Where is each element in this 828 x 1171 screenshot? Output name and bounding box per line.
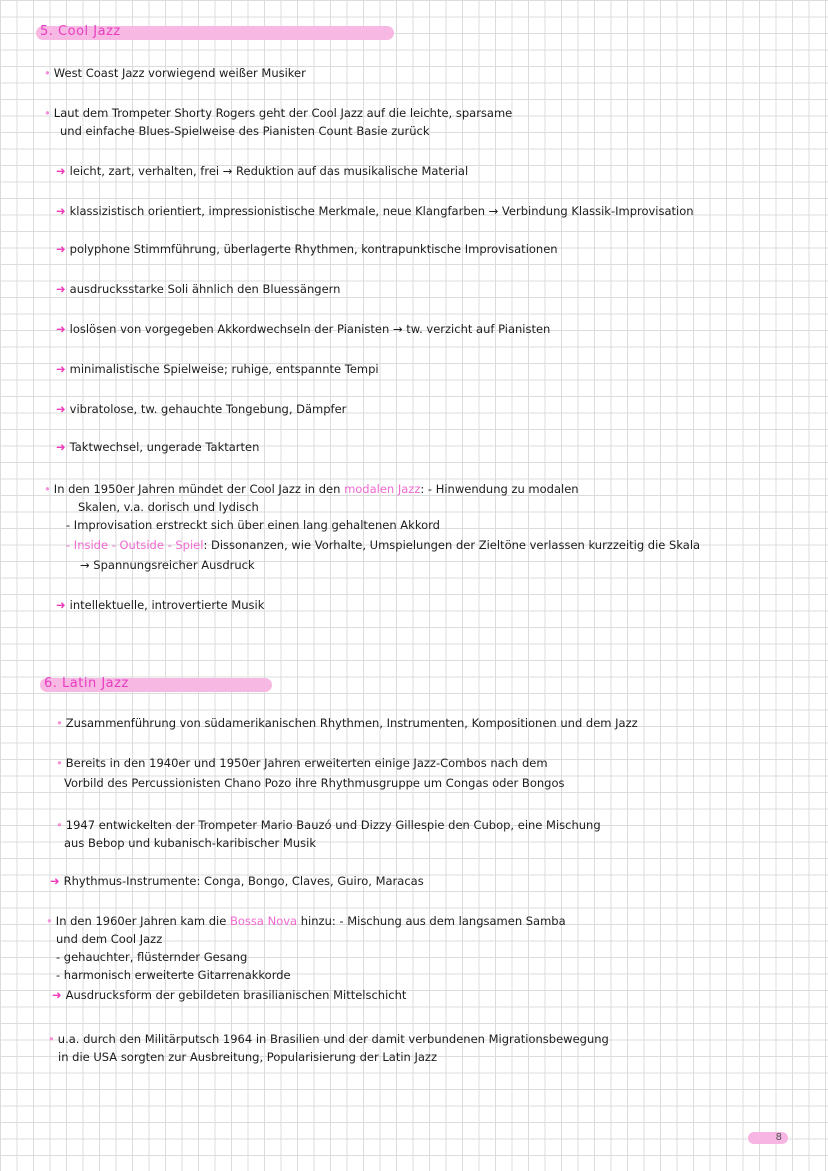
arrow-item: ➜ minimalistische Spielweise; ruhige, entspannte Tempi <box>56 362 379 376</box>
arrow-item: ➜ polyphone Stimmführung, überlagerte Rhythmen, kontrapunktische Improvisationen <box>56 242 558 256</box>
modal-line: - Inside - Outside - Spiel: Dissonanzen, wie Vorhalte, Umspielungen der Zieltöne verlassen kurzzeitig die Skala <box>66 538 701 552</box>
arrow-item: ➜ Ausdrucksform der gebildeten brasilianischen Mittelschicht <box>52 988 407 1002</box>
bossa-line: - harmonisch erweiterte Gitarrenakkorde <box>56 968 291 982</box>
bullet-item: • 1947 entwickelten der Trompeter Mario Bauzó und Dizzy Gillespie den Cubop, eine Mischung <box>56 818 601 832</box>
bullet-item: • Bereits in den 1940er und 1950er Jahren erweiterten einige Jazz-Combos nach dem <box>56 756 548 770</box>
arrow-item: ➜ Taktwechsel, ungerade Taktarten <box>56 440 260 454</box>
bossa-line: und dem Cool Jazz <box>56 932 163 946</box>
bullet-item: • u.a. durch den Militärputsch 1964 in Brasilien und der damit verbundenen Migrationsbewegung <box>48 1032 609 1046</box>
arrow-item: ➜ klassizistisch orientiert, impressionistische Merkmale, neue Klangfarben → Verbindung Klassik-Improvisation <box>56 204 694 218</box>
arrow-item: ➜ leicht, zart, verhalten, frei → Reduktion auf das musikalische Material <box>56 164 469 178</box>
bossa-line: - gehauchter, flüsternder Gesang <box>56 950 248 964</box>
bullet-cont: in die USA sorgten zur Ausbreitung, Popularisierung der Latin Jazz <box>58 1050 438 1064</box>
section-6-title: 6. Latin Jazz <box>44 676 129 691</box>
page-number: 8 <box>748 1132 788 1144</box>
modal-line: - Improvisation erstreckt sich über einen lang gehaltenen Akkord <box>66 518 440 532</box>
modal-line: Skalen, v.a. dorisch und lydisch <box>78 500 259 514</box>
bullet-cont: Vorbild des Percussionisten Chano Pozo ihre Rhythmusgruppe um Congas oder Bongos <box>64 776 565 790</box>
arrow-item: ➜ Rhythmus-Instrumente: Conga, Bongo, Claves, Guiro, Maracas <box>50 874 424 888</box>
modal-line: → Spannungsreicher Ausdruck <box>80 558 255 572</box>
arrow-item: ➜ loslösen von vorgegeben Akkordwechseln der Pianisten → tw. verzicht auf Pianisten <box>56 322 551 336</box>
section-5-title: 5. Cool Jazz <box>40 24 121 39</box>
arrow-item: ➜ ausdrucksstarke Soli ähnlich den Bluessängern <box>56 282 341 296</box>
bullet-shorty-rogers: • Laut dem Trompeter Shorty Rogers geht der Cool Jazz auf die leichte, sparsame <box>44 106 513 120</box>
bullet-shorty-rogers-cont: und einfache Blues-Spielweise des Pianisten Count Basie zurück <box>60 124 430 138</box>
bullet-item: • Zusammenführung von südamerikanischen Rhythmen, Instrumenten, Kompositionen und dem Jazz <box>56 716 638 730</box>
bullet-bossa-nova: • In den 1960er Jahren kam die Bossa Nova hinzu: - Mischung aus dem langsamen Samba <box>46 914 566 928</box>
arrow-item: ➜ vibratolose, tw. gehauchte Tongebung, Dämpfer <box>56 402 347 416</box>
bullet-cont: aus Bebop und kubanisch-karibischer Musik <box>64 836 316 850</box>
bullet-modal-jazz: • In den 1950er Jahren mündet der Cool Jazz in den modalen Jazz: - Hinwendung zu modalen <box>44 482 579 496</box>
arrow-item: ➜ intellektuelle, introvertierte Musik <box>56 598 265 612</box>
bullet-west-coast: • West Coast Jazz vorwiegend weißer Musiker <box>44 66 306 80</box>
